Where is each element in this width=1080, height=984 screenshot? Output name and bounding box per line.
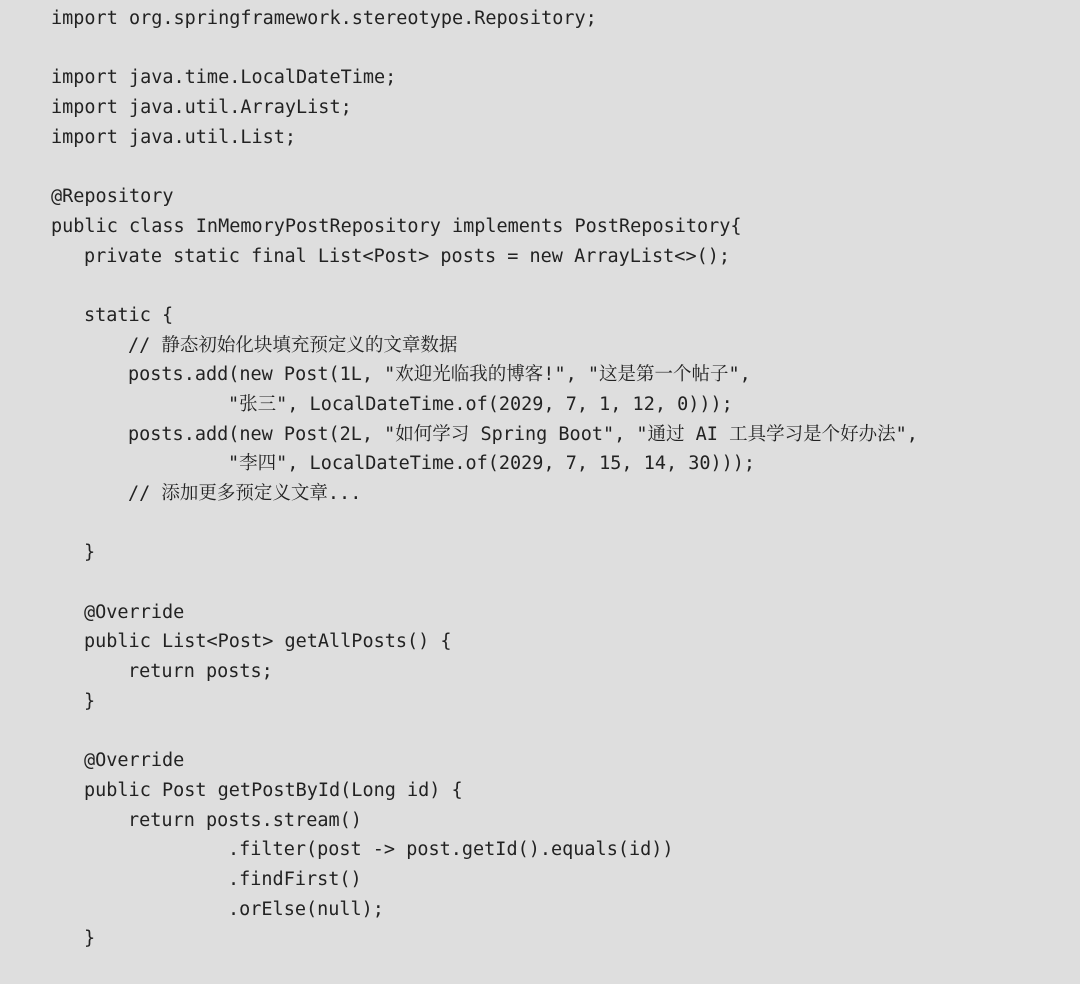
code-line-18 <box>0 509 1080 539</box>
code-line-8: public class InMemoryPostRepository implements PostRepository{ <box>51 215 742 237</box>
code-line-12: // 静态初始化块填充预定义的文章数据 <box>128 334 458 356</box>
code-line-1: import org.springframework.stereotype.Repository; <box>51 8 597 29</box>
code-line-2 <box>0 34 1080 64</box>
code-line-26: @Override <box>84 750 185 772</box>
code-line-21: @Override <box>84 601 185 623</box>
code-line-15: posts.add(new Post(2L, "如何学习 Spring Boot", "通过 AI 工具学习是个好办法", <box>128 423 918 445</box>
code-line-19: } <box>84 542 96 564</box>
code-line-4: import java.util.ArrayList; <box>51 97 352 119</box>
code-line-27: public Post getPostById(Long id) { <box>84 779 463 801</box>
code-line-28: return posts.stream() <box>128 809 362 831</box>
code-line-30: .findFirst() <box>228 868 362 890</box>
code-line-29: .filter(post -> post.getId().equals(id)) <box>228 839 674 861</box>
code-line-3: import java.time.LocalDateTime; <box>51 67 397 89</box>
code-line-10 <box>0 271 1080 301</box>
code-line-5: import java.util.List; <box>51 126 297 148</box>
code-line-7: @Repository <box>51 186 174 208</box>
code-line-22: public List<Post> getAllPosts() { <box>84 631 452 653</box>
code-line-24: } <box>84 690 96 712</box>
code-line-23: return posts; <box>128 661 273 683</box>
code-line-20 <box>0 568 1080 598</box>
code-line-13: posts.add(new Post(1L, "欢迎光临我的博客!", "这是第一个帖子", <box>128 364 751 386</box>
code-line-11: static { <box>84 304 174 326</box>
code-line-16: "李四", LocalDateTime.of(2029, 7, 15, 14, 30))); <box>228 453 756 475</box>
code-line-31: .orElse(null); <box>228 898 384 920</box>
code-line-17: // 添加更多预定义文章... <box>128 483 362 504</box>
code-line-9: private static final List<Post> posts = new ArrayList<>(); <box>84 245 731 267</box>
code-line-25 <box>0 717 1080 747</box>
code-line-6 <box>0 152 1080 182</box>
code-line-32: } <box>84 928 96 950</box>
code-line-14: "张三", LocalDateTime.of(2029, 7, 1, 12, 0))); <box>228 393 733 415</box>
